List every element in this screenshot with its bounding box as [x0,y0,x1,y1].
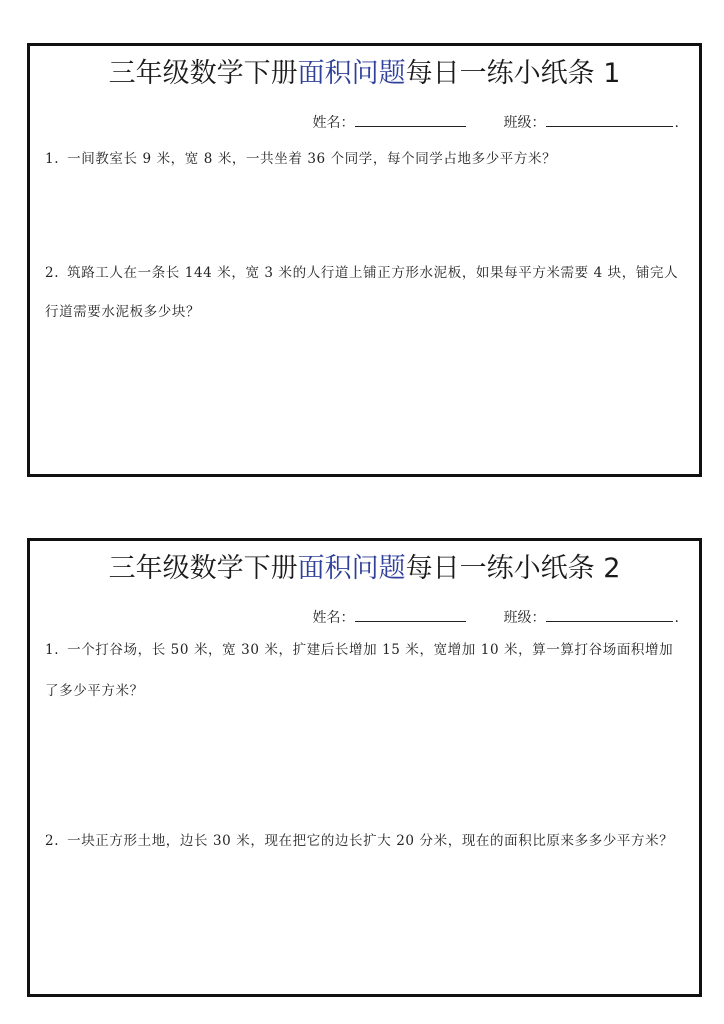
practice-card-1 [27,43,702,477]
class-blank[interactable] [546,607,673,622]
practice-card-2 [27,538,702,997]
class-label: 班级： [503,115,546,131]
title-prefix: 三年级数学下册 [108,553,298,584]
question-1 [45,630,681,712]
title-suffix: 每日一练小纸条 2 [405,553,621,584]
student-info-row [313,607,679,628]
question-number: 2. [45,265,60,281]
title-highlight: 面积问题 [297,553,406,584]
question-number: 1. [45,642,60,658]
question-2 [45,821,681,862]
title-suffix: 每日一练小纸条 1 [405,58,621,89]
question-1 [45,140,681,179]
name-label: 姓名： [312,610,355,626]
question-text: 一个打谷场，长 50 米，宽 30 米，扩建后长增加 15 米，宽增加 10 米，算一算打谷场面积增加了多少平方米？ [45,642,674,699]
end-mark: . [674,115,679,131]
question-text: 一间教室长 9 米，宽 8 米，一共坐着 36 个同学，每个同学占地多少平方米？ [67,151,557,167]
name-blank[interactable] [355,112,466,127]
name-blank[interactable] [355,607,466,622]
title-prefix: 三年级数学下册 [108,58,298,89]
student-info-row [313,112,679,133]
end-mark: . [674,610,679,626]
title-highlight: 面积问题 [297,58,406,89]
class-label: 班级： [503,610,546,626]
question-number: 2. [45,833,60,849]
question-text: 筑路工人在一条长 144 米，宽 3 米的人行道上铺正方形水泥板，如果每平方米需要 4 块，铺完人行道需要水泥板多少块？ [45,265,679,320]
question-2 [45,254,681,332]
question-text: 一块正方形土地，边长 30 米，现在把它的边长扩大 20 分米，现在的面积比原来多多少平方米？ [67,833,674,849]
class-blank[interactable] [546,112,673,127]
name-label: 姓名： [312,115,355,131]
card-title [30,551,699,587]
card-title [30,56,699,92]
question-number: 1. [45,151,60,167]
